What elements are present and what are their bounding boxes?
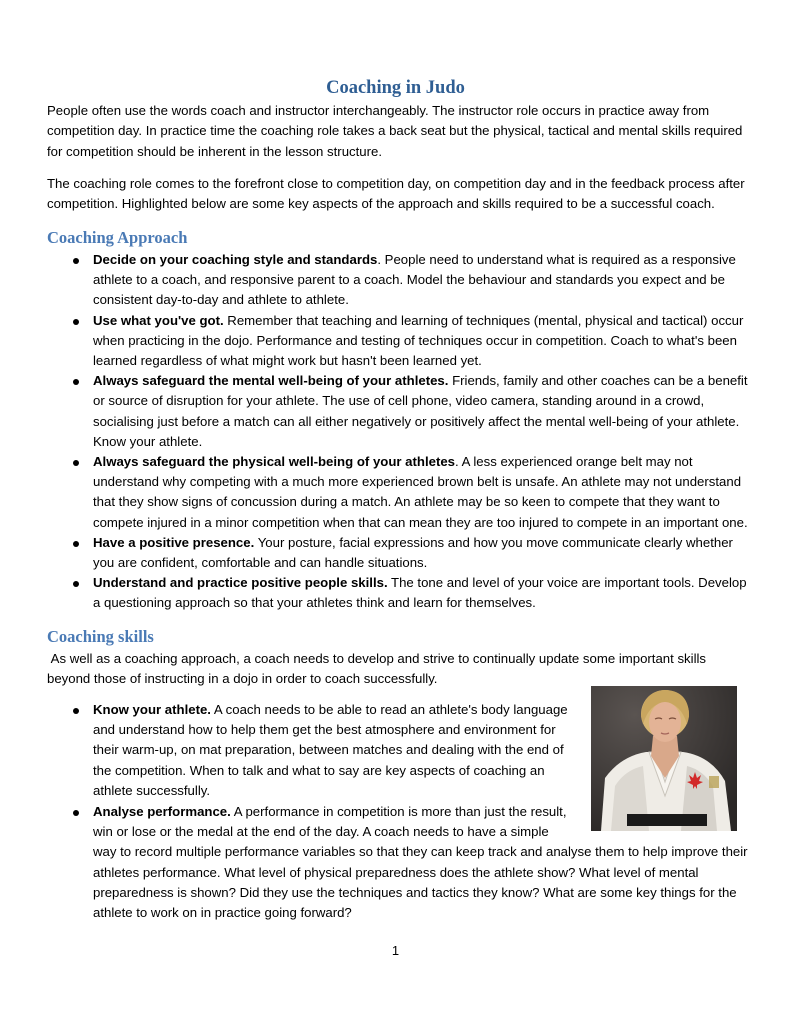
list-item bbox=[0, 573, 748, 613]
coaching-approach-list bbox=[0, 250, 748, 614]
item-text: Remember that teaching and learning of techniques (mental, physical and tactical) occur when practicing in the dojo. Performance and testing of techniques occur in competition. Coach to what's been learned regardless of what might work but hasn't been learned yet. bbox=[93, 312, 744, 369]
item-lead: Have a positive presence. bbox=[93, 534, 255, 550]
coaching-approach-heading: Coaching Approach bbox=[47, 228, 188, 247]
list-item bbox=[0, 802, 748, 923]
coaching-skills-heading: Coaching skills bbox=[47, 627, 154, 646]
item-text: . People need to understand what is required as a responsive athlete to a coach, and responsive parent to a coach. Model the behaviour and standards you expect and be consistent day-to-day and athlete to athlete. bbox=[93, 252, 736, 308]
list-item bbox=[0, 700, 580, 801]
list-item bbox=[0, 452, 748, 533]
item-lead: Use what you've got. bbox=[93, 312, 224, 328]
item-text: A coach needs to be able to read an athlete's body language and understand how to help them get the best atmosphere and environment for their warm-up, on mat preparation, between matches and dealing with the end of the competition. When to talk and what to say are key aspects of coaching an athlete successfully. bbox=[93, 702, 568, 798]
bullet-icon bbox=[73, 460, 79, 466]
item-text: The tone and level of your voice are important tools. Develop a questioning approach so that your athletes think and learn for themselves. bbox=[93, 575, 747, 611]
coaching-skills-list bbox=[0, 700, 580, 801]
intro-paragraph-1: People often use the words coach and instructor interchangeably. The instructor role occurs in practice away from competition day. In practice time the coaching role takes a back seat but the physical, tactical and mental skills required for competition should be inherent in the lesson structure. bbox=[47, 103, 743, 159]
bullet-icon bbox=[73, 379, 79, 385]
coaching-skills-list-continued bbox=[0, 802, 748, 923]
bullet-icon bbox=[73, 541, 79, 547]
list-item bbox=[0, 250, 748, 311]
item-text: Friends, family and other coaches can be a benefit or source of disruption for your athlete. The use of cell phone, video camera, standing around in a crowd, socialising just before a match can all either negatively or positively affect the mental well-being of your athlete. Know your athlete. bbox=[93, 373, 748, 449]
bullet-icon bbox=[73, 810, 79, 816]
intro-paragraph-2: The coaching role comes to the forefront close to competition day, on competition day and in the feedback process after competition. Highlighted below are some key aspects of the approach and skills required to be a successful coach. bbox=[47, 176, 745, 212]
item-text: . A less experienced orange belt may not understand why competing with a much more experienced brown belt is unsafe. An athlete may not understand that they show signs of concussion during a match. An athlete may be so keen to compete that they want to compete injured in a minor competition when that can mean they are too injured to compete in an important one. bbox=[93, 454, 748, 530]
bullet-icon bbox=[73, 319, 79, 325]
item-lead: Always safeguard the mental well-being of your athletes. bbox=[93, 373, 449, 389]
item-lead: Always safeguard the physical well-being of your athletes bbox=[93, 454, 456, 470]
list-item bbox=[0, 371, 748, 452]
coaching-skills-intro: As well as a coaching approach, a coach needs to develop and strive to continually update some important skills beyond those of instructing in a dojo in order to coach successfully. bbox=[47, 651, 710, 687]
item-text: A performance in competition is more than just the result, win or lose or the medal at the end of the day. A coach needs to have a simple way to record multiple performance variables so that they can keep track and analyse them to help improve their athletes performance. What level of physical preparedness does the athlete show? What level of mental preparedness is shown? Did they use the techniques and tactics they know? What are some key things for the athlete to work on in practice going forward? bbox=[93, 804, 748, 921]
item-lead: Analyse performance. bbox=[93, 804, 231, 819]
bullet-icon bbox=[73, 708, 79, 714]
bullet-icon bbox=[73, 258, 79, 264]
photo-wrap-spacer bbox=[572, 802, 748, 832]
item-lead: Know your athlete. bbox=[93, 702, 211, 717]
item-lead: Understand and practice positive people skills. bbox=[93, 575, 388, 591]
page-title: Coaching in Judo bbox=[326, 78, 465, 98]
item-lead: Decide on your coaching style and standards bbox=[93, 252, 378, 267]
list-item bbox=[0, 311, 748, 372]
item-text: Your posture, facial expressions and how you move communicate clearly whether you are confident, comfortable and can handle situations. bbox=[93, 534, 733, 571]
list-item bbox=[0, 533, 748, 573]
page-number: 1 bbox=[391, 943, 400, 958]
bullet-icon bbox=[73, 581, 79, 587]
